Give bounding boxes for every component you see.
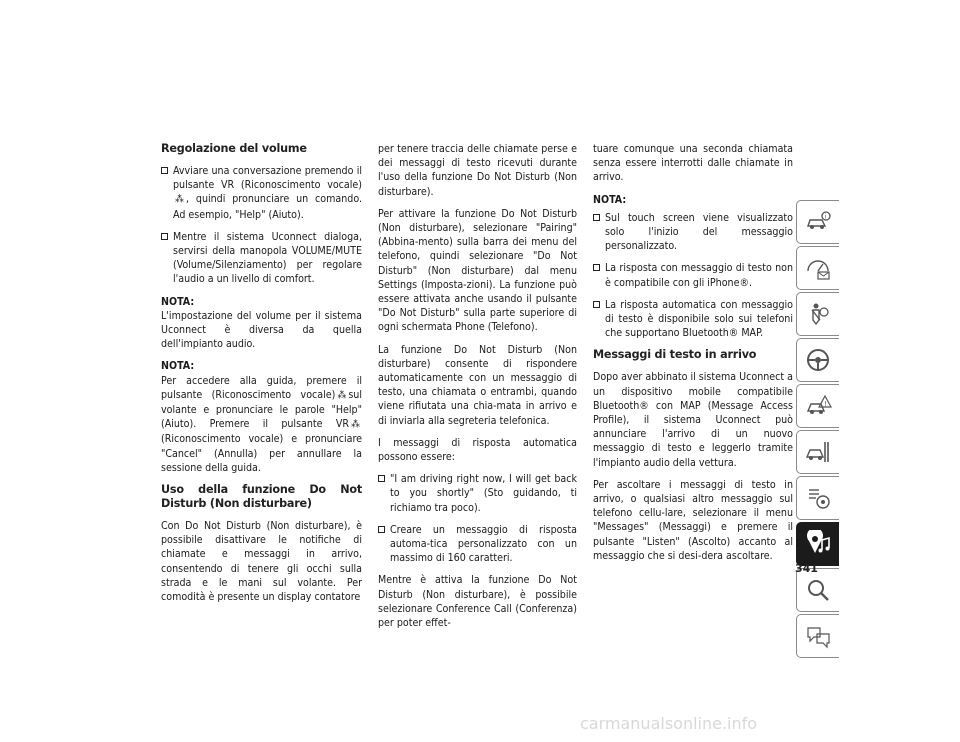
tab-car-service[interactable] bbox=[796, 430, 839, 474]
seatbelt-airbag-icon bbox=[804, 300, 832, 328]
note-label: NOTA: bbox=[593, 193, 627, 206]
car-info-icon bbox=[804, 208, 832, 236]
tab-car-info[interactable] bbox=[796, 200, 839, 244]
paragraph: Dopo aver abbinato il sistema Uconnect a un dispositivo mobile compatibile Bluetooth® con MAP (Message Access Profile), il sistema Uconnect può annunciare l'arrivo di un nuovo messaggio di testo e leggerlo tramite l'impianto audio della vettura. bbox=[593, 371, 793, 469]
svg-text:!: ! bbox=[824, 400, 827, 408]
paragraph: Per attivare la funzione Do Not Disturb (Non disturbare), selezionare "Pairing" (Abbina-mento) sulla barra dei menu del telefono, quindi selezionare "Do Not Disturb" (Non disturbare) dal menu Settings (Imposta-zioni). La funzione può essere attivata anche usando il pulsante "Do Not Disturb" sulla parte superiore di ogni schermata Phone (Telefono). bbox=[378, 207, 577, 334]
note-block bbox=[593, 193, 793, 207]
column-3 bbox=[593, 142, 793, 571]
chapter-tabs bbox=[796, 200, 839, 660]
car-specs-icon bbox=[804, 484, 832, 512]
watermark: carmanualsonline.info bbox=[580, 714, 758, 733]
note-block: NOTA: Per accedere alla guida, premere il pulsante (Riconoscimento vocale) ⁂ sul volante e pronunciare le parole "Help" (Aiuto). Premere il pulsante VR ⁂(Riconoscimento vocale) e pronunciare "Cancel" (Annulla) per annullare la sessione della guida. bbox=[161, 360, 362, 474]
paragraph: Mentre è attiva la funzione Do Not Disturb (Non disturbare), è possibile selezionare Conference Call (Conferenza) per poter effet- bbox=[378, 574, 577, 630]
paragraph: per tenere traccia delle chiamate perse e dei messaggi di testo ricevuti durante l'uso della funzione Do Not Disturb (Non disturbare). bbox=[378, 143, 577, 198]
multimedia-icon bbox=[804, 530, 832, 558]
tab-car-warning[interactable] bbox=[796, 384, 839, 428]
search-icon bbox=[804, 576, 832, 604]
tab-seatbelt-airbag[interactable] bbox=[796, 292, 839, 336]
tab-multimedia[interactable] bbox=[796, 522, 839, 566]
paragraph: tuare comunque una seconda chiamata senza essere interrotti dalle chiamate in arrivo. bbox=[593, 143, 793, 184]
column-2 bbox=[378, 142, 577, 638]
list-item: "I am driving right now, I will get back to you shortly" (Sto guidando, ti richiamo tra poco). bbox=[378, 472, 577, 515]
steering-wheel-icon bbox=[804, 346, 832, 374]
paragraph: La funzione Do Not Disturb (Non disturbare) consente di rispondere automaticamente con un messaggio di testo, una chiamata o entrambi, quando viene rifiutata una chia-mata in arrivo e di inviarla alla segreteria telefonica. bbox=[378, 343, 577, 427]
list-item: Creare un messaggio di risposta automa-tica personalizzato con un massimo di 160 caratteri. bbox=[378, 523, 577, 566]
page-number: 341 bbox=[795, 562, 818, 575]
voice-recognition-icon: ⁂ bbox=[337, 389, 347, 401]
list-item: Avviare una conversazione premendo il pulsante VR (Riconoscimento vocale)⁂ , quindi pronunciare un comando. Ad esempio, "Help" (Aiuto). bbox=[161, 164, 362, 222]
language-icon bbox=[804, 622, 832, 650]
car-service-icon bbox=[804, 438, 832, 466]
svg-text:i: i bbox=[824, 213, 827, 221]
column-1 bbox=[161, 142, 362, 612]
note-label: NOTA: bbox=[161, 360, 195, 373]
tab-dashboard-message[interactable] bbox=[796, 246, 839, 290]
list-item: La risposta con messaggio di testo non è compatibile con gli iPhone®. bbox=[593, 261, 793, 289]
tab-car-specs[interactable] bbox=[796, 476, 839, 520]
note-label: NOTA: bbox=[161, 295, 195, 308]
voice-recognition-icon: ⁂ bbox=[351, 419, 360, 431]
section-heading-volume: Regolazione del volume bbox=[161, 142, 307, 155]
tab-steering-wheel[interactable] bbox=[796, 338, 839, 382]
paragraph: Per ascoltare i messaggi di testo in arrivo, o qualsiasi altro messaggio sul telefono cellu-lare, selezionare il menu "Messages" (Messaggi) e premere il pulsante "Listen" (Ascolto) accanto al messaggio che si desi-dera ascoltare. bbox=[593, 478, 793, 562]
note-block: NOTA: L'impostazione del volume per il sistema Uconnect è diversa da quella dell'impianto audio. bbox=[161, 295, 362, 351]
list-item: Sul touch screen viene visualizzato solo l'inizio del messaggio personalizzato. bbox=[593, 211, 793, 254]
paragraph: I messaggi di risposta automatica possono essere: bbox=[378, 436, 577, 464]
voice-recognition-icon: ⁂ bbox=[175, 194, 184, 206]
dashboard-message-icon bbox=[804, 254, 832, 282]
paragraph: Con Do Not Disturb (Non disturbare), è possibile disattivare le notifiche di chiamate e messaggi in arrivo, consentendo di tenere gli occhi sulla strada e le mani sul volante. Per comodità è presente un display contatore bbox=[161, 520, 362, 604]
car-warning-icon bbox=[804, 392, 832, 420]
section-heading-do-not-disturb: Uso della funzione Do Not Disturb (Non disturbare) bbox=[161, 483, 362, 511]
section-heading-incoming-messages: Messaggi di testo in arrivo bbox=[593, 348, 757, 362]
list-item: Mentre il sistema Uconnect dialoga, servirsi della manopola VOLUME/MUTE (Volume/Silenziamento) per regolare l'audio a un livello di comfort. bbox=[161, 230, 362, 287]
tab-language[interactable] bbox=[796, 614, 839, 658]
list-item: La risposta automatica con messaggio di testo è disponibile solo sui telefoni che supportano Bluetooth® MAP. bbox=[593, 298, 793, 341]
